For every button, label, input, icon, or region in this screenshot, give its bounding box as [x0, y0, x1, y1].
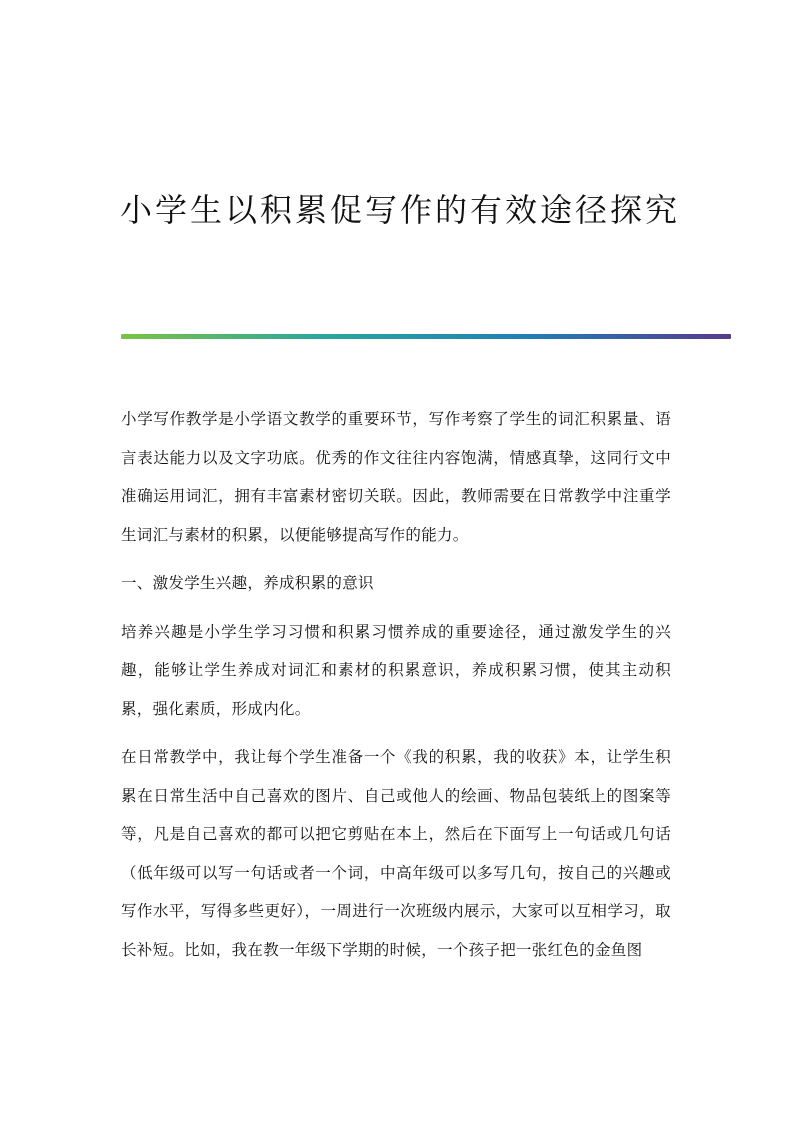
body-paragraph: 在日常教学中，我让每个学生准备一个《我的积累，我的收获》本，让学生积累在日常生活中自己喜欢的图片、自己或他人的绘画、物品包装纸上的图案等等，凡是自己喜欢的都可以把它剪贴在本上，然后在下面写上一句话或几句话（低年级可以写一句话或者一个词，中高年级可以多写几句，按自己的兴趣或写作水平，写得多些更好），一周进行一次班级内展示，大家可以互相学习，取长补短。比如，我在教一年级下学期的时候，一个孩子把一张红色的金鱼图 — [121, 748, 671, 959]
document-title: 小学生以积累促写作的有效途径探究 — [119, 191, 680, 229]
intro-paragraph: 小学写作教学是小学语文教学的重要环节，写作考察了学生的词汇积累量、语言表达能力以及文字功底。优秀的作文往往内容饱满，情感真挚，这同行文中准确运用词汇，拥有丰富素材密切关联。因此，教师需要在日常教学中注重学生词汇与素材的积累，以便能够提高写作的能力。 — [121, 410, 671, 544]
section-heading: 一、激发学生兴趣，养成积累的意识 — [121, 574, 374, 592]
document-body — [121, 400, 671, 979]
title-divider-bar — [121, 334, 731, 339]
body-paragraph: 培养兴趣是小学生学习习惯和积累习惯养成的重要途径，通过激发学生的兴趣，能够让学生养成对词汇和素材的积累意识，养成积累习惯，使其主动积累，强化素质，形成内化。 — [121, 622, 671, 718]
